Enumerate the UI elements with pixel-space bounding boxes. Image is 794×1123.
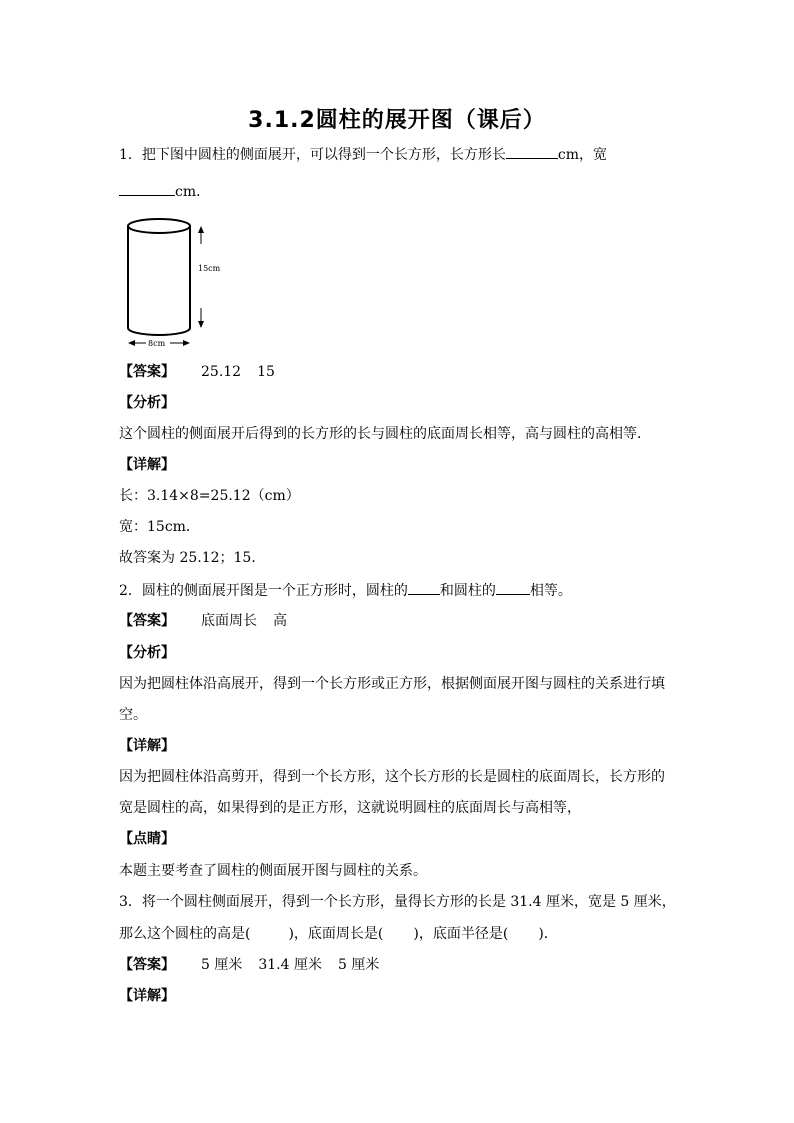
unit-label: cm，宽 — [557, 147, 608, 163]
question-3-line-2 — [119, 924, 558, 944]
question-1-line-1 — [119, 144, 607, 165]
unit-label: cm． — [175, 184, 211, 200]
question-2-text: 相等。 — [529, 583, 572, 599]
height-label: 15cm — [198, 264, 221, 273]
page-title: 3.1.2圆柱的展开图（课后） — [248, 108, 546, 133]
question-3-text: )，底面周长是( — [288, 926, 384, 942]
answer-tag: 【答案】 — [119, 364, 175, 380]
answer-value: 高 — [273, 613, 287, 629]
height-arrowhead-down — [198, 321, 204, 328]
diameter-arrowhead-right — [183, 340, 190, 346]
answer-value: 5 厘米 — [201, 957, 243, 973]
question-3-line-1: 3．将一个圆柱侧面展开，得到一个长方形，量得长方形的长是 31.4 厘米，宽是 5 厘米， — [119, 894, 676, 910]
diameter-label: 8cm — [148, 339, 166, 348]
diameter-arrowhead-left — [128, 340, 135, 346]
comment-tag: 【点睛】 — [119, 831, 175, 847]
answer-row-1 — [119, 362, 275, 382]
question-3-text: )． — [538, 926, 558, 942]
detail-tag: 【详解】 — [119, 738, 175, 754]
detail-text: 宽是圆柱的高，如果得到的是正方形，这就说明圆柱的底面周长与高相等， — [119, 800, 581, 816]
answer-row-3 — [119, 955, 379, 975]
question-3-text: )，底面半径是( — [413, 926, 509, 942]
question-2-text: 和圆柱的 — [439, 583, 496, 599]
analysis-text: 这个圆柱的侧面展开后得到的长方形的长与圆柱的底面周长相等，高与圆柱的高相等． — [119, 426, 651, 442]
answer-blank-3 — [408, 580, 440, 595]
answer-blank-4 — [496, 580, 530, 595]
analysis-tag: 【分析】 — [119, 645, 175, 661]
detail-text: 因为把圆柱体沿高剪开，得到一个长方形，这个长方形的长是圆柱的底面周长，长方形的 — [119, 769, 665, 785]
answer-blank-1 — [506, 144, 558, 159]
answer-value: 25.12 — [201, 364, 242, 380]
question-1-line-2 — [119, 181, 210, 202]
answer-value: 底面周长 — [201, 613, 257, 629]
answer-value: 5 厘米 — [337, 957, 380, 973]
cylinder-figure — [115, 212, 235, 352]
analysis-text: 空。 — [119, 707, 147, 723]
analysis-text: 因为把圆柱体沿高展开，得到一个长方形或正方形，根据侧面展开图与圆柱的关系进行填 — [119, 676, 665, 692]
question-2-text: 2．圆柱的侧面展开图是一个正方形时，圆柱的 — [119, 583, 408, 599]
analysis-tag: 【分析】 — [119, 395, 175, 411]
question-1-text: 1．把下图中圆柱的侧面展开，可以得到一个长方形，长方形长 — [119, 147, 506, 163]
detail-tag: 【详解】 — [119, 988, 175, 1004]
answer-blank-2 — [119, 181, 175, 196]
height-arrowhead-up — [198, 226, 204, 233]
comment-text: 本题主要考查了圆柱的侧面展开图与圆柱的关系。 — [119, 863, 427, 879]
detail-text: 长：3.14×8=25.12（cm） — [119, 488, 300, 504]
detail-tag: 【详解】 — [119, 457, 175, 473]
answer-tag: 【答案】 — [119, 613, 175, 629]
question-2-line — [119, 580, 572, 601]
answer-row-2 — [119, 611, 287, 631]
question-3-text: 那么这个圆柱的高是( — [119, 926, 251, 942]
detail-text: 宽：15cm． — [119, 519, 200, 535]
cylinder-bottom-arc — [128, 328, 190, 335]
answer-value: 15 — [257, 364, 275, 380]
cylinder-top-ellipse — [128, 219, 190, 233]
answer-value: 31.4 厘米 — [258, 957, 322, 973]
answer-tag: 【答案】 — [119, 957, 175, 973]
detail-text: 故答案为 25.12；15． — [119, 550, 266, 566]
